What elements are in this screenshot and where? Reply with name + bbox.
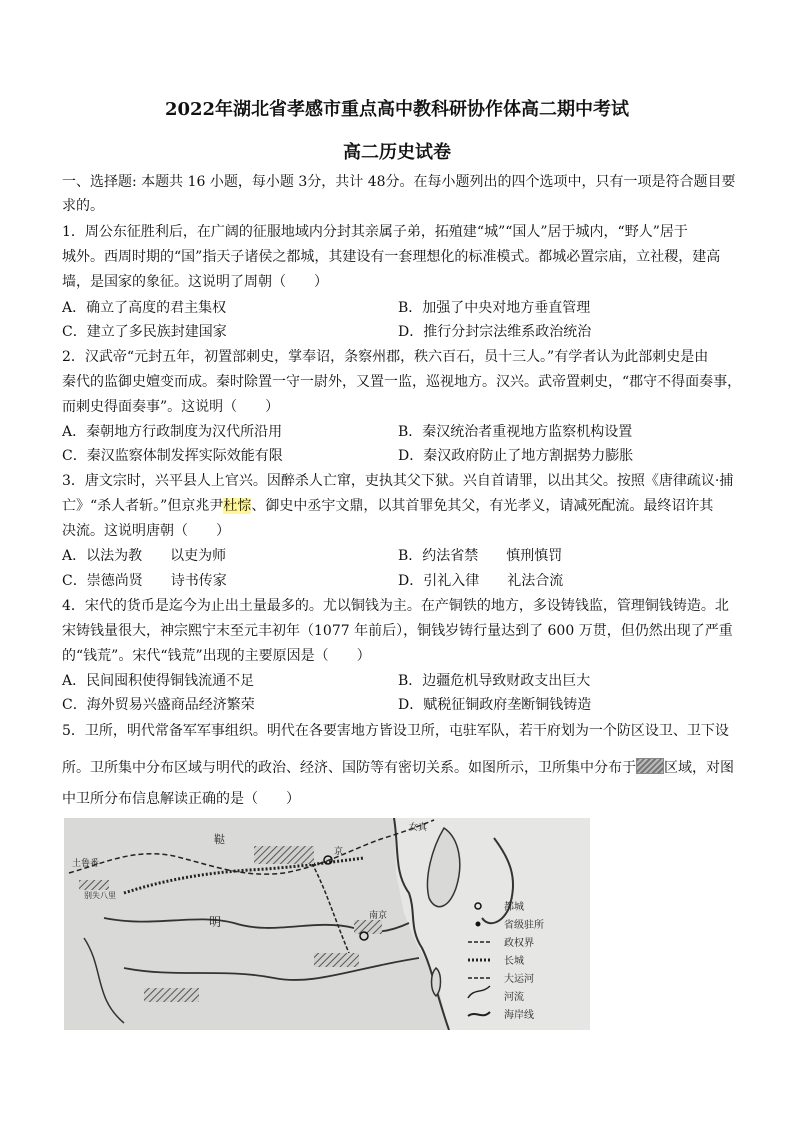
- q5-text-line1: 5．卫所，明代常备军军事组织。明代在各要害地方皆设卫所，屯驻军队，若干府划为一个防区设卫、卫下设: [62, 723, 729, 739]
- legend-greatwall-label: 长城: [504, 956, 524, 967]
- q5-text-line3: 中卫所分布信息解读正确的是（ ）: [62, 791, 300, 807]
- q4-option-c[interactable]: C．海外贸易兴盛商品经济繁荣: [62, 697, 255, 713]
- map-label-nvzhen: 女真: [409, 823, 428, 833]
- map-label-wala: 别失八里: [84, 891, 116, 900]
- legend-boundary-label: 政权界: [504, 938, 534, 949]
- q2-option-c[interactable]: C．秦汉监察体制发挥实际效能有限: [62, 448, 283, 464]
- q3-text-line1: 3．唐文宗时，兴平县人上官兴。因醉杀人亡窜，吏执其父下狱。兴自首请罪，以出其父。按照《唐律疏议·捕: [62, 473, 734, 489]
- q3-text-line3: 决流。这说明唐朝（ ）: [62, 523, 230, 539]
- q4-text-line3: 的“钱荒”。宋代“钱荒”出现的主要原因是（ ）: [62, 648, 371, 664]
- q4-option-a[interactable]: A．民间囤积使得铜钱流通不足: [62, 673, 255, 689]
- q3-text-line2-end: 、御史中丞宇文鼎，以其首罪免其父，有光孝义，请减死配流。最终诏许其: [251, 498, 714, 514]
- legend-canal-label: 大运河: [504, 974, 534, 985]
- q4-text-line1: 4．宋代的货币是迄今为止出土量最多的。尤以铜钱为主。在产铜铁的地方，多设铸钱监，管理铜钱铸造。北: [62, 598, 729, 614]
- q2-option-a[interactable]: A．秦朝地方行政制度为汉代所沿用: [62, 424, 283, 440]
- q4-option-d[interactable]: D．赋税征铜政府垄断铜钱铸造: [398, 697, 592, 713]
- q2-text-line3: 而刺史得面奏事”。这说明（ ）: [62, 399, 280, 415]
- q1-option-d[interactable]: D．推行分封宗法维系政治统治: [398, 324, 592, 340]
- political-boundary: [69, 820, 434, 874]
- q2-option-d[interactable]: D．秦汉政府防止了地方割据势力膨胀: [398, 448, 634, 464]
- exam-subtitle: 高二历史试卷: [343, 142, 451, 163]
- q4-option-b[interactable]: B．边疆危机导致财政支出巨大: [398, 673, 591, 689]
- q2-text-line2: 秦代的监御史嬗变而成。秦时除置一守一尉外，又置一监，巡视地方。汉兴。武帝置刺史，“郡守不得面奏事，: [62, 374, 742, 390]
- q4-text-line2: 宋铸钱量很大，神宗熙宁末至元丰初年（1077 年前后），铜钱岁铸行量达到了 600 万贯，但仍然出现了严重: [62, 623, 733, 639]
- legend-province-icon: [476, 922, 481, 927]
- q3-option-c[interactable]: C．崇德尚贤 诗书传家: [62, 573, 227, 589]
- grand-canal: [309, 858, 349, 953]
- yangtze-river: [124, 958, 419, 980]
- weisuo-region-north: [254, 846, 314, 864]
- q3-option-d[interactable]: D．引礼入律 礼法合流: [398, 573, 564, 589]
- q1-option-b[interactable]: B．加强了中央对地方垂直管理: [398, 300, 591, 316]
- weisuo-region-west: [79, 880, 109, 890]
- weisuo-region-central: [314, 953, 359, 967]
- map-label-mongol: 鞑: [214, 833, 225, 846]
- q1-text-line2: 城外。西周时期的“国”指天子诸侯之都城，其建设有一套理想化的标准模式。都城必置宗庙，立社稷，建高: [62, 249, 721, 265]
- section-instruction-line2: 求的。: [62, 198, 104, 214]
- q3-text-line2-start: 亡》“杀人者斩。”但京兆尹: [62, 498, 224, 514]
- q5-text-line2-end: 区域，对图: [664, 760, 734, 776]
- section-instruction-line1: 一、选择题: 本题共 16 小题，每小题 3分，共计 48分。在每小题列出的四个选项中，只有一项是符合题目要: [62, 174, 736, 190]
- map-label-nanjing: 南京: [369, 911, 388, 921]
- southwest-river: [84, 938, 124, 1023]
- map-label-ming: 明: [209, 915, 222, 929]
- q2-text-line1: 2．汉武帝“元封五年，初置部刺史，掌奉诏，条察州郡，秩六百石，员十三人。”有学者认为此部刺史是由: [62, 349, 709, 365]
- q5-text-line2-start: 所。卫所集中分布区域与明代的政治、经济、国防等有密切关系。如图所示，卫所集中分布于: [62, 760, 636, 776]
- map-label-beijing: 京: [334, 847, 344, 857]
- q3-text-line2: [62, 496, 734, 516]
- taiwan-island: [432, 968, 441, 996]
- legend-coastline-label: 海岸线: [504, 1010, 534, 1021]
- ming-weisuo-map: [64, 818, 590, 1030]
- q2-option-b[interactable]: B．秦汉统治者重视地方监察机构设置: [398, 424, 633, 440]
- weisuo-region-east: [354, 920, 382, 934]
- q1-option-a[interactable]: A．确立了高度的君主集权: [62, 300, 227, 316]
- highlighted-name: 杜悰: [223, 498, 252, 514]
- q5-text-line2: [62, 758, 734, 778]
- q3-option-a[interactable]: A．以法为教 以吏为师: [62, 548, 227, 564]
- q1-text-line3: 墙，是国家的象征。这说明了周朝（ ）: [62, 274, 328, 290]
- legend-province-label: 省级驻所: [504, 920, 544, 931]
- q3-option-b[interactable]: B．约法省禁 慎刑慎罚: [398, 548, 563, 564]
- legend-river-label: 河流: [504, 992, 524, 1003]
- q1-option-c[interactable]: C．建立了多民族封建国家: [62, 324, 227, 340]
- map-label-tubo: 土鲁番: [72, 859, 100, 869]
- legend-capital-label: 都城: [504, 902, 524, 913]
- hatched-region-icon: [636, 758, 664, 774]
- exam-title: 2022年湖北省孝感市重点高中教科研协作体高二期中考试: [164, 99, 630, 120]
- q1-text-line1: 1．周公东征胜利后，在广阔的征服地域内分封其亲属子弟，拓殖建“城”“国人”居于城内，“野人”居于: [62, 224, 688, 240]
- weisuo-region-southwest: [144, 988, 199, 1002]
